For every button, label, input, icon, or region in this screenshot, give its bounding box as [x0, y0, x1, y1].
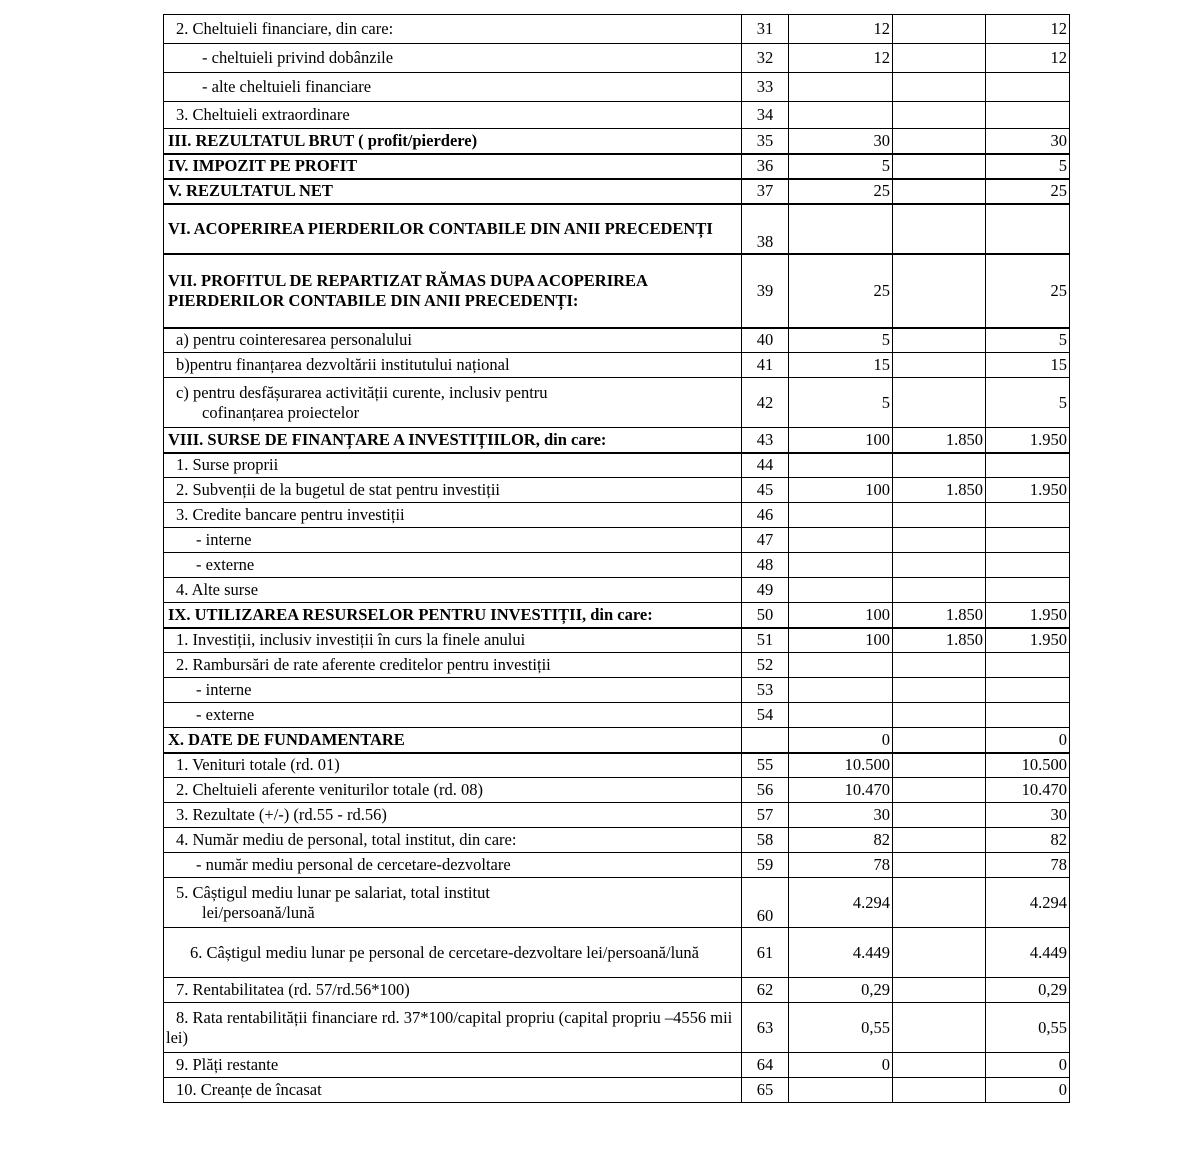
value-cell: 30 — [986, 129, 1070, 154]
value-cell — [893, 129, 986, 154]
table-row — [164, 478, 1070, 503]
value-cell — [893, 678, 986, 703]
table-row — [164, 553, 1070, 578]
row-label: 2. Rambursări de rate aferente creditelor pentru investiții — [164, 653, 742, 678]
value-cell — [893, 578, 986, 603]
value-cell — [893, 553, 986, 578]
value-cell: 4.294 — [986, 878, 1070, 928]
value-cell — [893, 703, 986, 728]
value-cell: 25 — [789, 179, 893, 204]
table-row — [164, 204, 1070, 254]
value-cell: 0,29 — [789, 978, 893, 1003]
value-cell: 12 — [789, 15, 893, 44]
row-label: 10. Creanțe de încasat — [164, 1078, 742, 1103]
row-label: 1. Venituri totale (rd. 01) — [164, 753, 742, 778]
value-cell: 10.500 — [789, 753, 893, 778]
value-cell — [986, 503, 1070, 528]
row-label: 9. Plăți restante — [164, 1053, 742, 1078]
row-number — [742, 728, 789, 753]
row-number: 54 — [742, 703, 789, 728]
value-cell: 30 — [789, 129, 893, 154]
table-row — [164, 254, 1070, 328]
row-number: 63 — [742, 1003, 789, 1053]
table-row — [164, 753, 1070, 778]
table-row — [164, 578, 1070, 603]
value-cell — [893, 653, 986, 678]
row-number: 59 — [742, 853, 789, 878]
row-number: 35 — [742, 129, 789, 154]
row-number: 65 — [742, 1078, 789, 1103]
value-cell: 1.950 — [986, 628, 1070, 653]
value-cell: 0,29 — [986, 978, 1070, 1003]
value-cell — [986, 73, 1070, 102]
value-cell — [986, 678, 1070, 703]
financial-table — [163, 14, 1070, 1103]
table-row — [164, 15, 1070, 44]
value-cell: 12 — [986, 15, 1070, 44]
row-number: 38 — [742, 204, 789, 254]
row-number: 51 — [742, 628, 789, 653]
row-number: 32 — [742, 44, 789, 73]
row-number: 48 — [742, 553, 789, 578]
row-number: 44 — [742, 453, 789, 478]
value-cell — [986, 703, 1070, 728]
row-label: 4. Alte surse — [164, 578, 742, 603]
value-cell: 4.449 — [986, 928, 1070, 978]
value-cell: 1.850 — [893, 478, 986, 503]
row-number: 55 — [742, 753, 789, 778]
row-label: 2. Cheltuieli financiare, din care: — [164, 15, 742, 44]
row-number: 41 — [742, 353, 789, 378]
table-row — [164, 603, 1070, 628]
value-cell — [986, 553, 1070, 578]
value-cell: 0 — [986, 728, 1070, 753]
row-label — [164, 878, 742, 928]
value-cell — [893, 853, 986, 878]
value-cell: 82 — [986, 828, 1070, 853]
value-cell: 100 — [789, 628, 893, 653]
value-cell: 1.950 — [986, 428, 1070, 453]
value-cell — [986, 578, 1070, 603]
value-cell — [789, 578, 893, 603]
value-cell — [893, 803, 986, 828]
value-cell: 5 — [986, 328, 1070, 353]
row-label: 1. Surse proprii — [164, 453, 742, 478]
table-row — [164, 1003, 1070, 1053]
value-cell: 78 — [789, 853, 893, 878]
value-cell — [986, 528, 1070, 553]
row-label: IX. UTILIZAREA RESURSELOR PENTRU INVESTIȚII, din care: — [164, 603, 742, 628]
row-number: 62 — [742, 978, 789, 1003]
value-cell — [986, 204, 1070, 254]
table-row — [164, 102, 1070, 129]
value-cell — [893, 73, 986, 102]
value-cell — [893, 44, 986, 73]
value-cell: 10.470 — [986, 778, 1070, 803]
value-cell — [789, 528, 893, 553]
row-label: VIII. SURSE DE FINANȚARE A INVESTIȚIILOR, din care: — [164, 428, 742, 453]
value-cell: 12 — [986, 44, 1070, 73]
table-row — [164, 978, 1070, 1003]
value-cell: 1.850 — [893, 428, 986, 453]
row-label-line: c) pentru desfășurarea activității curente, inclusiv pentru — [176, 382, 548, 402]
value-cell: 10.500 — [986, 753, 1070, 778]
row-number: 37 — [742, 179, 789, 204]
value-cell: 30 — [789, 803, 893, 828]
table-row — [164, 828, 1070, 853]
row-label: VII. PROFITUL DE REPARTIZAT RĂMAS DUPA ACOPERIREA PIERDERILOR CONTABILE DIN ANII PRECEDENȚI: — [164, 254, 742, 328]
row-label: - externe — [164, 703, 742, 728]
table-row — [164, 928, 1070, 978]
value-cell: 82 — [789, 828, 893, 853]
row-number: 56 — [742, 778, 789, 803]
value-cell: 5 — [986, 378, 1070, 428]
value-cell: 5 — [789, 328, 893, 353]
value-cell: 4.449 — [789, 928, 893, 978]
row-label: 8. Rata rentabilității financiare rd. 37*100/capital propriu (capital propriu –4556 mii lei) — [164, 1003, 742, 1053]
value-cell — [893, 154, 986, 179]
row-label: - cheltuieli privind dobânzile — [164, 44, 742, 73]
row-label: IV. IMPOZIT PE PROFIT — [164, 154, 742, 179]
row-number: 49 — [742, 578, 789, 603]
row-label: 2. Subvenții de la bugetul de stat pentru investiții — [164, 478, 742, 503]
value-cell: 78 — [986, 853, 1070, 878]
row-number: 33 — [742, 73, 789, 102]
row-label: 3. Rezultate (+/-) (rd.55 - rd.56) — [164, 803, 742, 828]
row-label-line: 5. Câștigul mediu lunar pe salariat, total institut — [176, 882, 490, 902]
value-cell: 12 — [789, 44, 893, 73]
table-row — [164, 328, 1070, 353]
row-number: 58 — [742, 828, 789, 853]
value-cell: 25 — [789, 254, 893, 328]
row-label: V. REZULTATUL NET — [164, 179, 742, 204]
value-cell: 0 — [789, 728, 893, 753]
table-row — [164, 803, 1070, 828]
value-cell — [986, 453, 1070, 478]
row-number: 31 — [742, 15, 789, 44]
value-cell — [893, 378, 986, 428]
table-row — [164, 73, 1070, 102]
value-cell: 0 — [986, 1053, 1070, 1078]
value-cell: 1.850 — [893, 628, 986, 653]
value-cell — [893, 753, 986, 778]
table-row — [164, 378, 1070, 428]
value-cell: 5 — [789, 378, 893, 428]
row-label: 3. Cheltuieli extraordinare — [164, 102, 742, 129]
value-cell — [893, 102, 986, 129]
table-row — [164, 428, 1070, 453]
row-label: III. REZULTATUL BRUT ( profit/pierdere) — [164, 129, 742, 154]
table-row — [164, 1078, 1070, 1103]
value-cell — [893, 328, 986, 353]
value-cell: 0,55 — [986, 1003, 1070, 1053]
value-cell: 0,55 — [789, 1003, 893, 1053]
value-cell: 15 — [986, 353, 1070, 378]
value-cell — [789, 1078, 893, 1103]
value-cell: 30 — [986, 803, 1070, 828]
row-label — [164, 378, 742, 428]
table-row — [164, 154, 1070, 179]
row-number: 36 — [742, 154, 789, 179]
row-label: - interne — [164, 678, 742, 703]
table-row — [164, 703, 1070, 728]
row-number: 40 — [742, 328, 789, 353]
value-cell — [893, 254, 986, 328]
value-cell: 10.470 — [789, 778, 893, 803]
value-cell — [789, 453, 893, 478]
value-cell — [986, 653, 1070, 678]
value-cell: 100 — [789, 603, 893, 628]
row-number: 39 — [742, 254, 789, 328]
value-cell: 5 — [789, 154, 893, 179]
value-cell — [893, 828, 986, 853]
value-cell — [893, 1078, 986, 1103]
value-cell: 15 — [789, 353, 893, 378]
table-row — [164, 528, 1070, 553]
value-cell: 100 — [789, 478, 893, 503]
table-row — [164, 678, 1070, 703]
value-cell: 25 — [986, 254, 1070, 328]
row-label: 3. Credite bancare pentru investiții — [164, 503, 742, 528]
row-number: 45 — [742, 478, 789, 503]
table-row — [164, 179, 1070, 204]
table-row — [164, 878, 1070, 928]
value-cell — [893, 778, 986, 803]
value-cell — [789, 553, 893, 578]
value-cell — [893, 878, 986, 928]
table-row — [164, 129, 1070, 154]
row-label: a) pentru cointeresarea personalului — [164, 328, 742, 353]
value-cell — [893, 528, 986, 553]
table-row — [164, 628, 1070, 653]
value-cell — [893, 928, 986, 978]
row-label: 4. Număr mediu de personal, total institut, din care: — [164, 828, 742, 853]
value-cell — [893, 204, 986, 254]
table-row — [164, 1053, 1070, 1078]
value-cell — [789, 204, 893, 254]
row-label: X. DATE DE FUNDAMENTARE — [164, 728, 742, 753]
value-cell: 1.950 — [986, 603, 1070, 628]
value-cell — [893, 179, 986, 204]
value-cell — [893, 503, 986, 528]
value-cell — [893, 453, 986, 478]
table-row — [164, 353, 1070, 378]
row-number: 61 — [742, 928, 789, 978]
table-row — [164, 453, 1070, 478]
value-cell — [893, 728, 986, 753]
value-cell — [789, 678, 893, 703]
value-cell: 5 — [986, 154, 1070, 179]
value-cell — [789, 73, 893, 102]
row-number: 34 — [742, 102, 789, 129]
table-row — [164, 44, 1070, 73]
row-number: 60 — [742, 878, 789, 928]
row-number: 57 — [742, 803, 789, 828]
row-number: 42 — [742, 378, 789, 428]
value-cell — [893, 15, 986, 44]
row-label: VI. ACOPERIREA PIERDERILOR CONTABILE DIN ANII PRECEDENȚI — [164, 204, 742, 254]
row-number: 52 — [742, 653, 789, 678]
value-cell: 25 — [986, 179, 1070, 204]
value-cell — [893, 978, 986, 1003]
value-cell: 1.850 — [893, 603, 986, 628]
value-cell: 0 — [789, 1053, 893, 1078]
table-row — [164, 503, 1070, 528]
row-label: - externe — [164, 553, 742, 578]
value-cell — [893, 1053, 986, 1078]
row-number: 43 — [742, 428, 789, 453]
value-cell: 4.294 — [789, 878, 893, 928]
row-label: - alte cheltuieli financiare — [164, 73, 742, 102]
value-cell — [789, 503, 893, 528]
row-label: 1. Investiții, inclusiv investiții în curs la finele anului — [164, 628, 742, 653]
row-label-line: lei/persoană/lună — [202, 902, 315, 922]
value-cell: 0 — [986, 1078, 1070, 1103]
row-label: b)pentru finanțarea dezvoltării institutului național — [164, 353, 742, 378]
row-label: 2. Cheltuieli aferente veniturilor totale (rd. 08) — [164, 778, 742, 803]
row-label: - număr mediu personal de cercetare-dezvoltare — [164, 853, 742, 878]
table-row — [164, 728, 1070, 753]
row-label: - interne — [164, 528, 742, 553]
table-row — [164, 853, 1070, 878]
value-cell: 100 — [789, 428, 893, 453]
row-label: 7. Rentabilitatea (rd. 57/rd.56*100) — [164, 978, 742, 1003]
row-label-line: cofinanțarea proiectelor — [202, 402, 360, 422]
value-cell — [986, 102, 1070, 129]
value-cell — [893, 1003, 986, 1053]
row-number: 46 — [742, 503, 789, 528]
row-number: 64 — [742, 1053, 789, 1078]
value-cell: 1.950 — [986, 478, 1070, 503]
row-number: 47 — [742, 528, 789, 553]
table-row — [164, 778, 1070, 803]
value-cell — [789, 102, 893, 129]
row-label: 6. Câștigul mediu lunar pe personal de cercetare-dezvoltare lei/persoană/lună — [164, 928, 742, 978]
row-number: 53 — [742, 678, 789, 703]
value-cell — [789, 653, 893, 678]
row-number: 50 — [742, 603, 789, 628]
value-cell — [789, 703, 893, 728]
value-cell — [893, 353, 986, 378]
table-row — [164, 653, 1070, 678]
